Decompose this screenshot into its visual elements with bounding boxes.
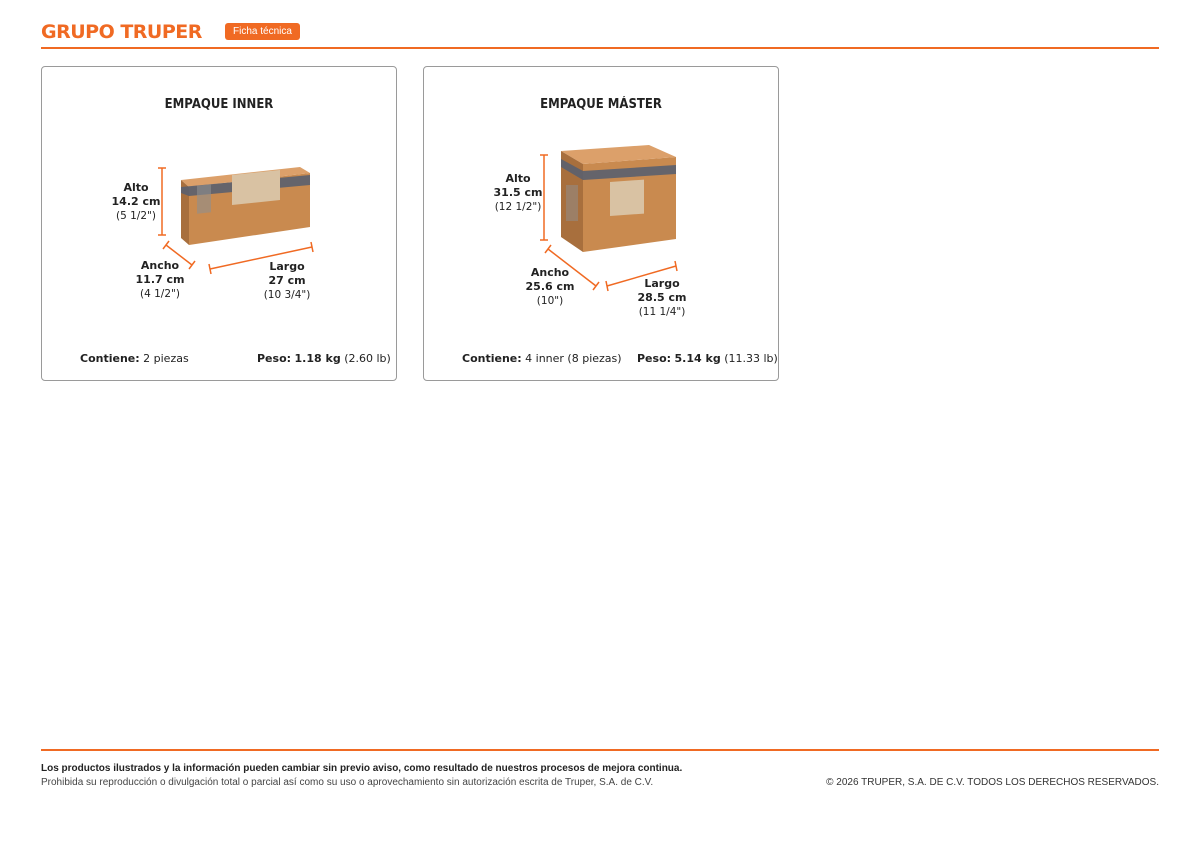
disclaimer-text: Los productos ilustrados y la información pueden cambiar sin previo aviso, como resultado de nuestros procesos de mejora continua. (41, 763, 683, 774)
prohibition-text: Prohibida su reproducción o divulgación total o parcial así como su uso o aprovechamiento sin autorización escrita de Truper, S.A. de C.V. (41, 777, 654, 788)
ancho-label: Ancho (140, 259, 180, 272)
largo-label: Largo (644, 277, 680, 290)
alto-cm: 14.2 cm (111, 195, 161, 208)
master-package-card (423, 66, 779, 381)
largo-dimension (627, 277, 697, 319)
weight-label: Peso: (637, 352, 672, 365)
largo-dimension (252, 260, 322, 302)
master-box-illustration (424, 67, 778, 380)
contents-label: Contiene: (80, 352, 140, 365)
largo-in: (11 1/4") (638, 306, 686, 318)
ancho-dimension (516, 266, 584, 308)
weight-value: 1.18 kg (294, 352, 341, 365)
alto-in: (5 1/2") (116, 210, 156, 222)
largo-cm: 28.5 cm (637, 291, 687, 304)
ancho-dimension (126, 259, 194, 301)
document-type-badge: Ficha técnica (225, 23, 300, 40)
contents-label: Contiene: (462, 352, 522, 365)
ancho-in: (10") (536, 295, 564, 307)
alto-in: (12 1/2") (494, 201, 542, 213)
inner-package-card (41, 66, 397, 381)
ancho-cm: 25.6 cm (525, 280, 575, 293)
contents-value: 4 inner (8 piezas) (525, 352, 622, 365)
ancho-cm: 11.7 cm (135, 273, 185, 286)
alto-cm: 31.5 cm (493, 186, 543, 199)
ancho-label: Ancho (530, 266, 570, 279)
header-divider (41, 47, 1159, 49)
contents-info (462, 352, 622, 365)
largo-in: (10 3/4") (263, 289, 311, 301)
weight-value: 5.14 kg (674, 352, 721, 365)
brand-logo: GRUPO TRUPER (41, 21, 202, 43)
card-title: EMPAQUE MÁSTER (540, 97, 662, 112)
weight-alt: (2.60 lb) (344, 352, 391, 365)
footer-divider (41, 749, 1159, 751)
weight-alt: (11.33 lb) (724, 352, 778, 365)
alto-label: Alto (123, 181, 149, 194)
largo-label: Largo (269, 260, 305, 273)
weight-label: Peso: (257, 352, 292, 365)
inner-box-illustration (42, 67, 396, 380)
weight-info (637, 352, 778, 365)
card-title: EMPAQUE INNER (164, 97, 274, 112)
weight-info (257, 352, 391, 365)
contents-info (80, 352, 189, 365)
ancho-in: (4 1/2") (140, 288, 180, 300)
alto-label: Alto (505, 172, 531, 185)
alto-dimension (102, 181, 170, 223)
largo-cm: 27 cm (268, 274, 306, 287)
copyright-text: © 2026 TRUPER, S.A. DE C.V. TODOS LOS DERECHOS RESERVADOS. (826, 777, 1159, 788)
contents-value: 2 piezas (143, 352, 189, 365)
alto-dimension (484, 172, 552, 214)
